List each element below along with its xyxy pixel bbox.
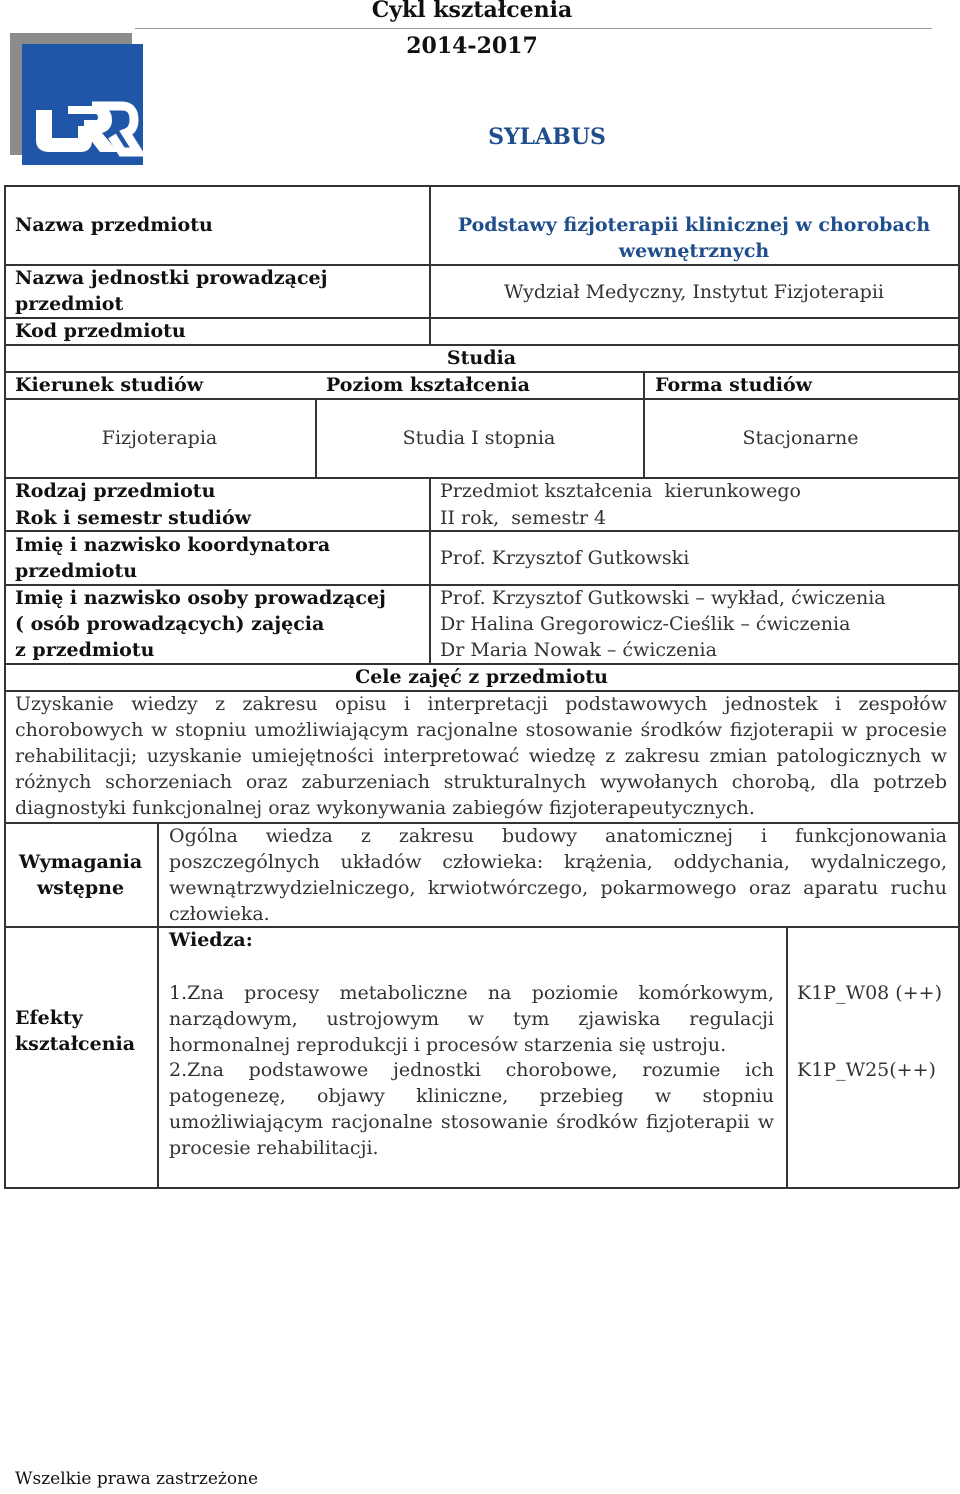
subject-type-value: Przedmiot kształcenia kierunkowego <box>440 480 801 502</box>
study-mode-value: Stacjonarne <box>742 427 859 449</box>
table-border <box>4 1187 959 1189</box>
teachers-label: Imię i nazwisko osoby prowadzącej <box>15 587 386 609</box>
studies-heading: Studia <box>446 347 517 369</box>
year-semester-value: II rok, semestr 4 <box>440 507 607 529</box>
year-semester-label: Rok i semestr studiów <box>15 507 251 529</box>
unit-label: Nazwa jednostki prowadzącej <box>15 267 328 289</box>
outcome-item: 1.Zna procesy metaboliczne na poziomie komórkowym, narządowym, ustrojowym w tym zjawiska regulacji hormonalnej reprodukcji i procesów starzenia się ustroju. <box>169 982 774 1056</box>
education-level-value: Studia I stopnia <box>402 427 556 449</box>
table-border <box>4 398 959 400</box>
document-title: SYLABUS <box>488 124 606 150</box>
unit-value: Wydział Medyczny, Instytut Fizjoterapii <box>503 281 884 303</box>
coordinator-label: Imię i nazwisko koordynatora <box>15 534 331 556</box>
knowledge-heading: Wiedza: <box>169 929 253 951</box>
subject-name-value: Podstawy fizjoterapii klinicznej w chorobach <box>457 214 931 236</box>
teachers-label-cont2: z przedmiotu <box>15 639 155 661</box>
requirements-text: Ogólna wiedza z zakresu budowy anatomicznej i funkcjonowania poszczególnych układów człowieka: krążenia, oddychania, wydalniczego, wewnątrzwydzielniczego, krwiotwórczego, pokarmowego oraz aparatu ruchu człowieka. <box>169 825 947 925</box>
header-divider <box>135 28 932 29</box>
outcomes-label: Efekty <box>15 1007 83 1029</box>
subject-name-label: Nazwa przedmiotu <box>15 214 213 236</box>
outcome-code: K1P_W08 (++) <box>797 982 942 1004</box>
table-border <box>643 371 645 477</box>
teachers-label-cont: ( osób prowadzących) zajęcia <box>15 613 325 635</box>
coordinator-label-cont: przedmiotu <box>15 560 138 582</box>
coordinator-value: Prof. Krzysztof Gutkowski <box>440 547 690 569</box>
code-label: Kod przedmiotu <box>15 320 186 342</box>
cycle-label: Cykl kształcenia <box>371 0 573 23</box>
footer-rights: Wszelkie prawa zastrzeżone <box>15 1469 259 1489</box>
ur-university-logo-icon <box>22 44 143 165</box>
requirements-label-cont: wstępne <box>36 877 125 899</box>
table-border <box>4 185 959 187</box>
field-of-study-value: Fizjoterapia <box>101 427 218 449</box>
table-border <box>786 926 788 1188</box>
table-border <box>157 822 159 1188</box>
subject-type-label: Rodzaj przedmiotu <box>15 480 216 502</box>
outcomes-label-cont: kształcenia <box>15 1033 136 1055</box>
field-of-study-label: Kierunek studiów <box>15 374 204 396</box>
teacher-item: Dr Halina Gregorowicz-Cieślik – ćwiczenia <box>440 613 851 635</box>
goals-heading: Cele zajęć z przedmiotu <box>355 666 608 688</box>
teacher-item: Prof. Krzysztof Gutkowski – wykład, ćwiczenia <box>440 587 886 609</box>
requirements-label: Wymagania <box>18 851 143 873</box>
education-level-label: Poziom kształcenia <box>326 374 530 396</box>
teacher-item: Dr Maria Nowak – ćwiczenia <box>440 639 717 661</box>
cycle-years: 2014-2017 <box>406 33 538 59</box>
table-border <box>429 477 431 663</box>
table-border <box>429 185 431 345</box>
unit-label-cont: przedmiot <box>15 293 124 315</box>
outcome-item: 2.Zna podstawowe jednostki chorobowe, rozumie ich patogenezę, objawy kliniczne, przebieg w stopniu umożliwiającym racjonalne stosowanie środków fizjoterapii w procesie rehabilitacji. <box>169 1059 774 1159</box>
subject-name-value-cont: wewnętrznych <box>618 240 770 262</box>
study-mode-label: Forma studiów <box>655 374 812 396</box>
goals-text: Uzyskanie wiedzy z zakresu opisu i interpretacji podstawowych jednostek i zespołów chorobowych w stopniu umożliwiającym racjonalne stosowanie środków fizjoterapii w procesie rehabilitacji; uzyskanie umiejętności interpretować wiedzę z zakresu zmian patologicznych w różnych schorzeniach oraz zaburzeniach strukturalnych wywołanych chorobą, dla potrzeb diagnostyki funkcjonalnej oraz wykonywania zabiegów fizjoterapeutycznych. <box>15 693 947 819</box>
outcome-code: K1P_W25(++) <box>797 1059 936 1081</box>
